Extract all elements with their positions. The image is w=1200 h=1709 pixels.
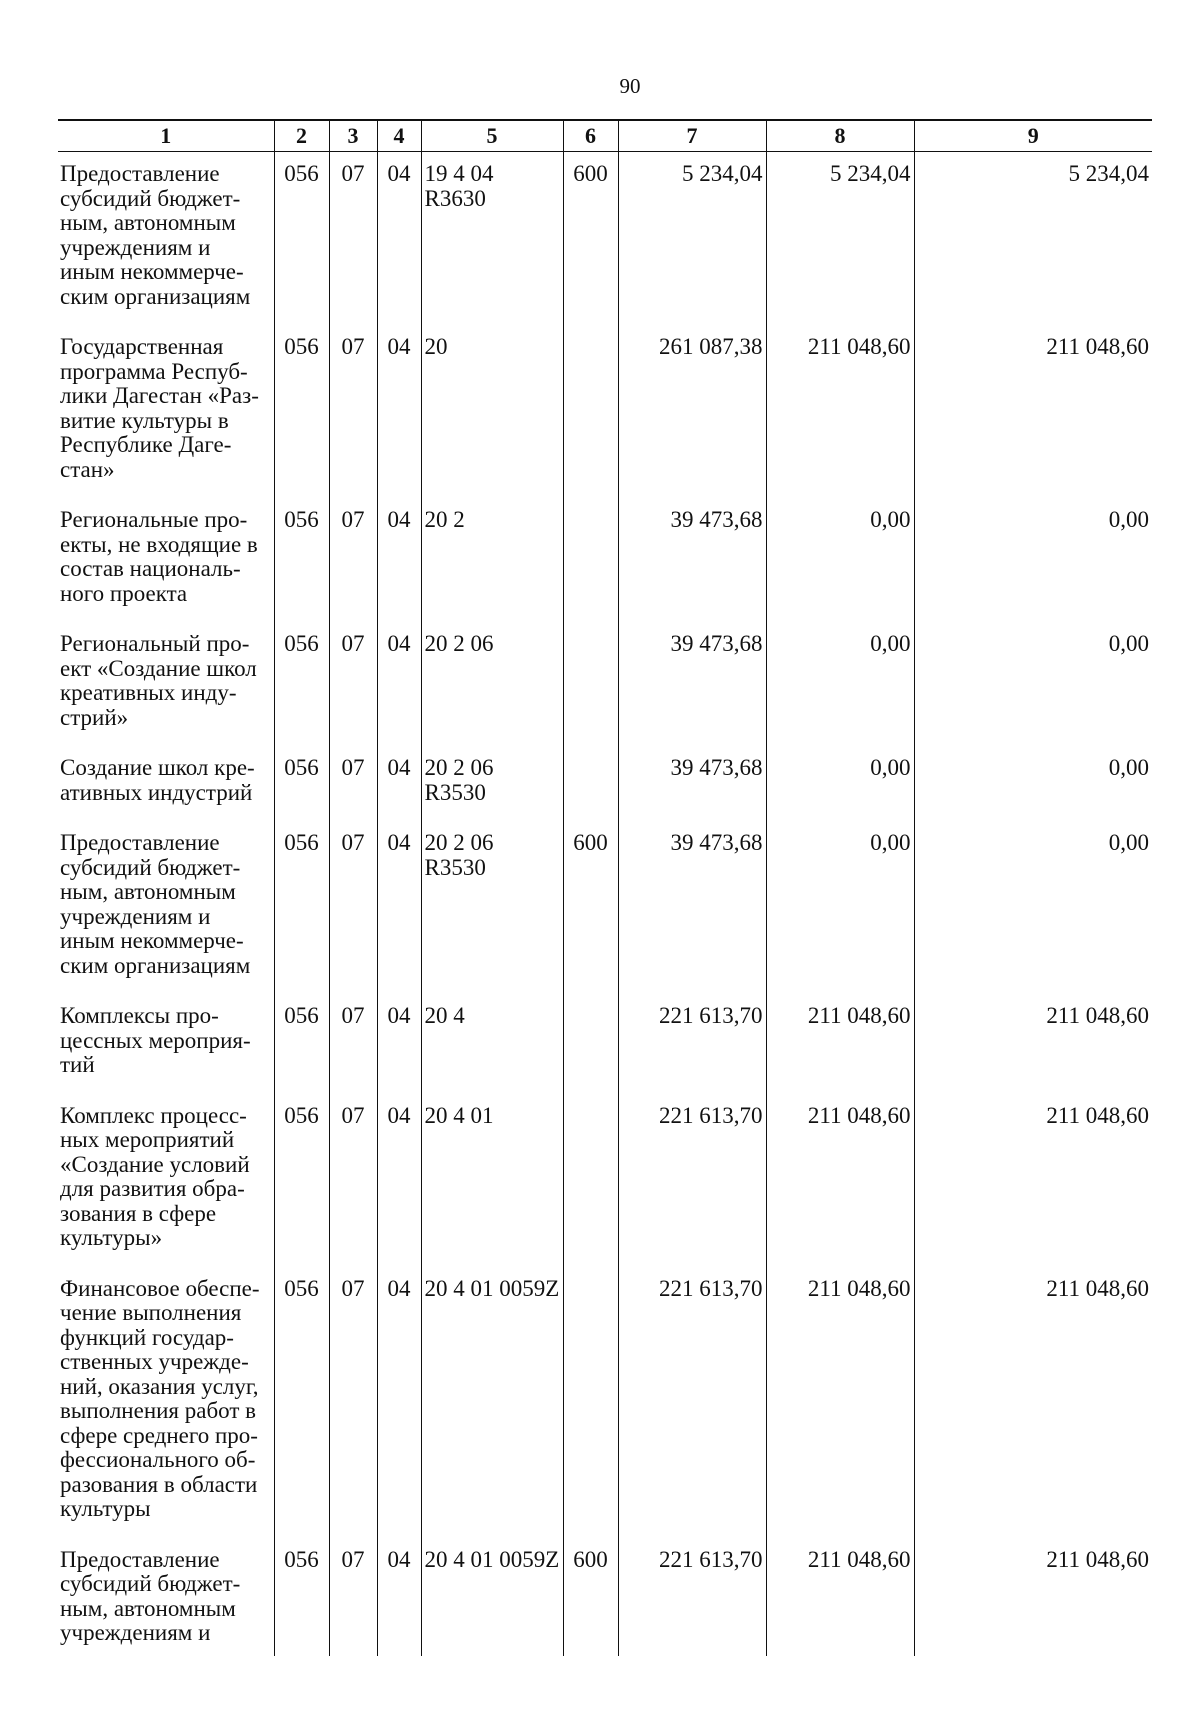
amount-col-9: 211 048,60 — [914, 994, 1152, 1094]
code-col-2: 056 — [274, 498, 329, 622]
code-col-3: 07 — [329, 1267, 377, 1538]
code-col-2: 056 — [274, 821, 329, 994]
table-row — [58, 152, 1152, 326]
row-name: Комплекс процесс-ных мероприятий «Создание условий для развития обра-зования в сфере культуры» — [60, 1102, 250, 1250]
amount-col-8: 0,00 — [766, 498, 914, 622]
table-row — [58, 746, 1152, 821]
code-col-5: 20 2 06 — [421, 622, 563, 746]
code-col-6: 600 — [563, 821, 618, 994]
code-col-5: 20 2 06 R3530 — [421, 821, 563, 994]
row-name: Региональные про-екты, не входящие в состав националь-ного проекта — [60, 507, 258, 606]
amount-col-7: 221 613,70 — [618, 994, 766, 1094]
row-name: Создание школ кре-ативных индустрий — [60, 755, 255, 805]
code-col-3: 07 — [329, 325, 377, 498]
amount-col-8: 211 048,60 — [766, 1538, 914, 1656]
header-cell: 2 — [274, 120, 329, 152]
code-col-4: 04 — [377, 152, 421, 326]
code-col-5: 20 — [421, 325, 563, 498]
amount-col-9: 0,00 — [914, 498, 1152, 622]
code-col-2: 056 — [274, 622, 329, 746]
code-col-4: 04 — [377, 1094, 421, 1267]
code-col-3: 07 — [329, 498, 377, 622]
code-col-4: 04 — [377, 1538, 421, 1656]
code-col-2: 056 — [274, 325, 329, 498]
code-col-4: 04 — [377, 821, 421, 994]
code-col-4: 04 — [377, 325, 421, 498]
amount-col-9: 211 048,60 — [914, 1094, 1152, 1267]
table-row — [58, 821, 1152, 994]
table-row — [58, 622, 1152, 746]
code-col-5: 20 4 — [421, 994, 563, 1094]
code-col-5: 20 4 01 0059Z — [421, 1538, 563, 1656]
amount-col-7: 39 473,68 — [618, 498, 766, 622]
amount-col-9: 0,00 — [914, 746, 1152, 821]
code-col-5: 19 4 04 R3630 — [421, 152, 563, 326]
amount-col-8: 0,00 — [766, 746, 914, 821]
header-cell: 7 — [618, 120, 766, 152]
code-col-4: 04 — [377, 498, 421, 622]
code-col-3: 07 — [329, 1094, 377, 1267]
table-row — [58, 498, 1152, 622]
table-row — [58, 1094, 1152, 1267]
amount-col-8: 211 048,60 — [766, 1094, 914, 1267]
code-col-4: 04 — [377, 994, 421, 1094]
amount-col-9: 0,00 — [914, 622, 1152, 746]
row-name: Финансовое обеспе-чение выполнения функций государ-ственных учрежде-ний, оказания услуг, выполнения работ в сфере среднего про-фессионального об-разования в области культуры — [60, 1275, 260, 1521]
table-row — [58, 1538, 1152, 1656]
amount-col-7: 39 473,68 — [618, 622, 766, 746]
code-col-4: 04 — [377, 746, 421, 821]
code-col-4: 04 — [377, 1267, 421, 1538]
code-col-6 — [563, 498, 618, 622]
code-col-3: 07 — [329, 821, 377, 994]
code-col-6 — [563, 1267, 618, 1538]
amount-col-7: 221 613,70 — [618, 1538, 766, 1656]
amount-col-8: 0,00 — [766, 622, 914, 746]
row-name: Предоставление субсидий бюджет-ным, автономным учреждениям и иным некоммерче-ским организациям — [60, 161, 251, 309]
code-col-5: 20 4 01 — [421, 1094, 563, 1267]
code-col-6 — [563, 1094, 618, 1267]
code-col-6 — [563, 325, 618, 498]
amount-col-9: 211 048,60 — [914, 325, 1152, 498]
amount-col-9: 211 048,60 — [914, 1267, 1152, 1538]
table-row — [58, 325, 1152, 498]
code-col-5: 20 4 01 0059Z — [421, 1267, 563, 1538]
code-col-3: 07 — [329, 152, 377, 326]
header-cell: 5 — [421, 120, 563, 152]
code-col-6: 600 — [563, 152, 618, 326]
header-cell: 1 — [58, 120, 274, 152]
amount-col-7: 221 613,70 — [618, 1267, 766, 1538]
row-name: Региональный про-ект «Создание школ креативных инду-стрий» — [60, 631, 257, 730]
amount-col-8: 211 048,60 — [766, 325, 914, 498]
budget-table — [58, 119, 1152, 1656]
amount-col-9: 0,00 — [914, 821, 1152, 994]
header-cell: 8 — [766, 120, 914, 152]
header-row — [58, 120, 1152, 152]
amount-col-8: 0,00 — [766, 821, 914, 994]
amount-col-7: 221 613,70 — [618, 1094, 766, 1267]
code-col-2: 056 — [274, 1267, 329, 1538]
code-col-3: 07 — [329, 1538, 377, 1656]
amount-col-9: 211 048,60 — [914, 1538, 1152, 1656]
amount-col-8: 5 234,04 — [766, 152, 914, 326]
header-cell: 9 — [914, 120, 1152, 152]
header-cell: 6 — [563, 120, 618, 152]
table-row — [58, 994, 1152, 1094]
amount-col-8: 211 048,60 — [766, 994, 914, 1094]
amount-col-7: 39 473,68 — [618, 821, 766, 994]
header-cell: 4 — [377, 120, 421, 152]
amount-col-9: 5 234,04 — [914, 152, 1152, 326]
page-number: 90 — [619, 74, 641, 98]
code-col-2: 056 — [274, 1538, 329, 1656]
code-col-2: 056 — [274, 152, 329, 326]
code-col-3: 07 — [329, 994, 377, 1094]
row-name: Государственная программа Респуб-лики Дагестан «Раз-витие культуры в Республике Даге-стан» — [60, 334, 259, 482]
code-col-2: 056 — [274, 746, 329, 821]
amount-col-7: 5 234,04 — [618, 152, 766, 326]
code-col-6 — [563, 622, 618, 746]
code-col-2: 056 — [274, 1094, 329, 1267]
row-name: Предоставление субсидий бюджет-ным, автономным учреждениям и иным некоммерче-ским организациям — [60, 830, 251, 978]
code-col-5: 20 2 06 R3530 — [421, 746, 563, 821]
code-col-5: 20 2 — [421, 498, 563, 622]
amount-col-7: 39 473,68 — [618, 746, 766, 821]
code-col-6: 600 — [563, 1538, 618, 1656]
code-col-3: 07 — [329, 746, 377, 821]
code-col-2: 056 — [274, 994, 329, 1094]
table-row — [58, 1267, 1152, 1538]
row-name: Предоставление субсидий бюджет-ным, автономным учреждениям и — [60, 1546, 241, 1645]
header-cell: 3 — [329, 120, 377, 152]
code-col-4: 04 — [377, 622, 421, 746]
code-col-6 — [563, 746, 618, 821]
row-name: Комплексы про-цессных мероприя-тий — [60, 1003, 251, 1077]
amount-col-8: 211 048,60 — [766, 1267, 914, 1538]
code-col-3: 07 — [329, 622, 377, 746]
code-col-6 — [563, 994, 618, 1094]
amount-col-7: 261 087,38 — [618, 325, 766, 498]
